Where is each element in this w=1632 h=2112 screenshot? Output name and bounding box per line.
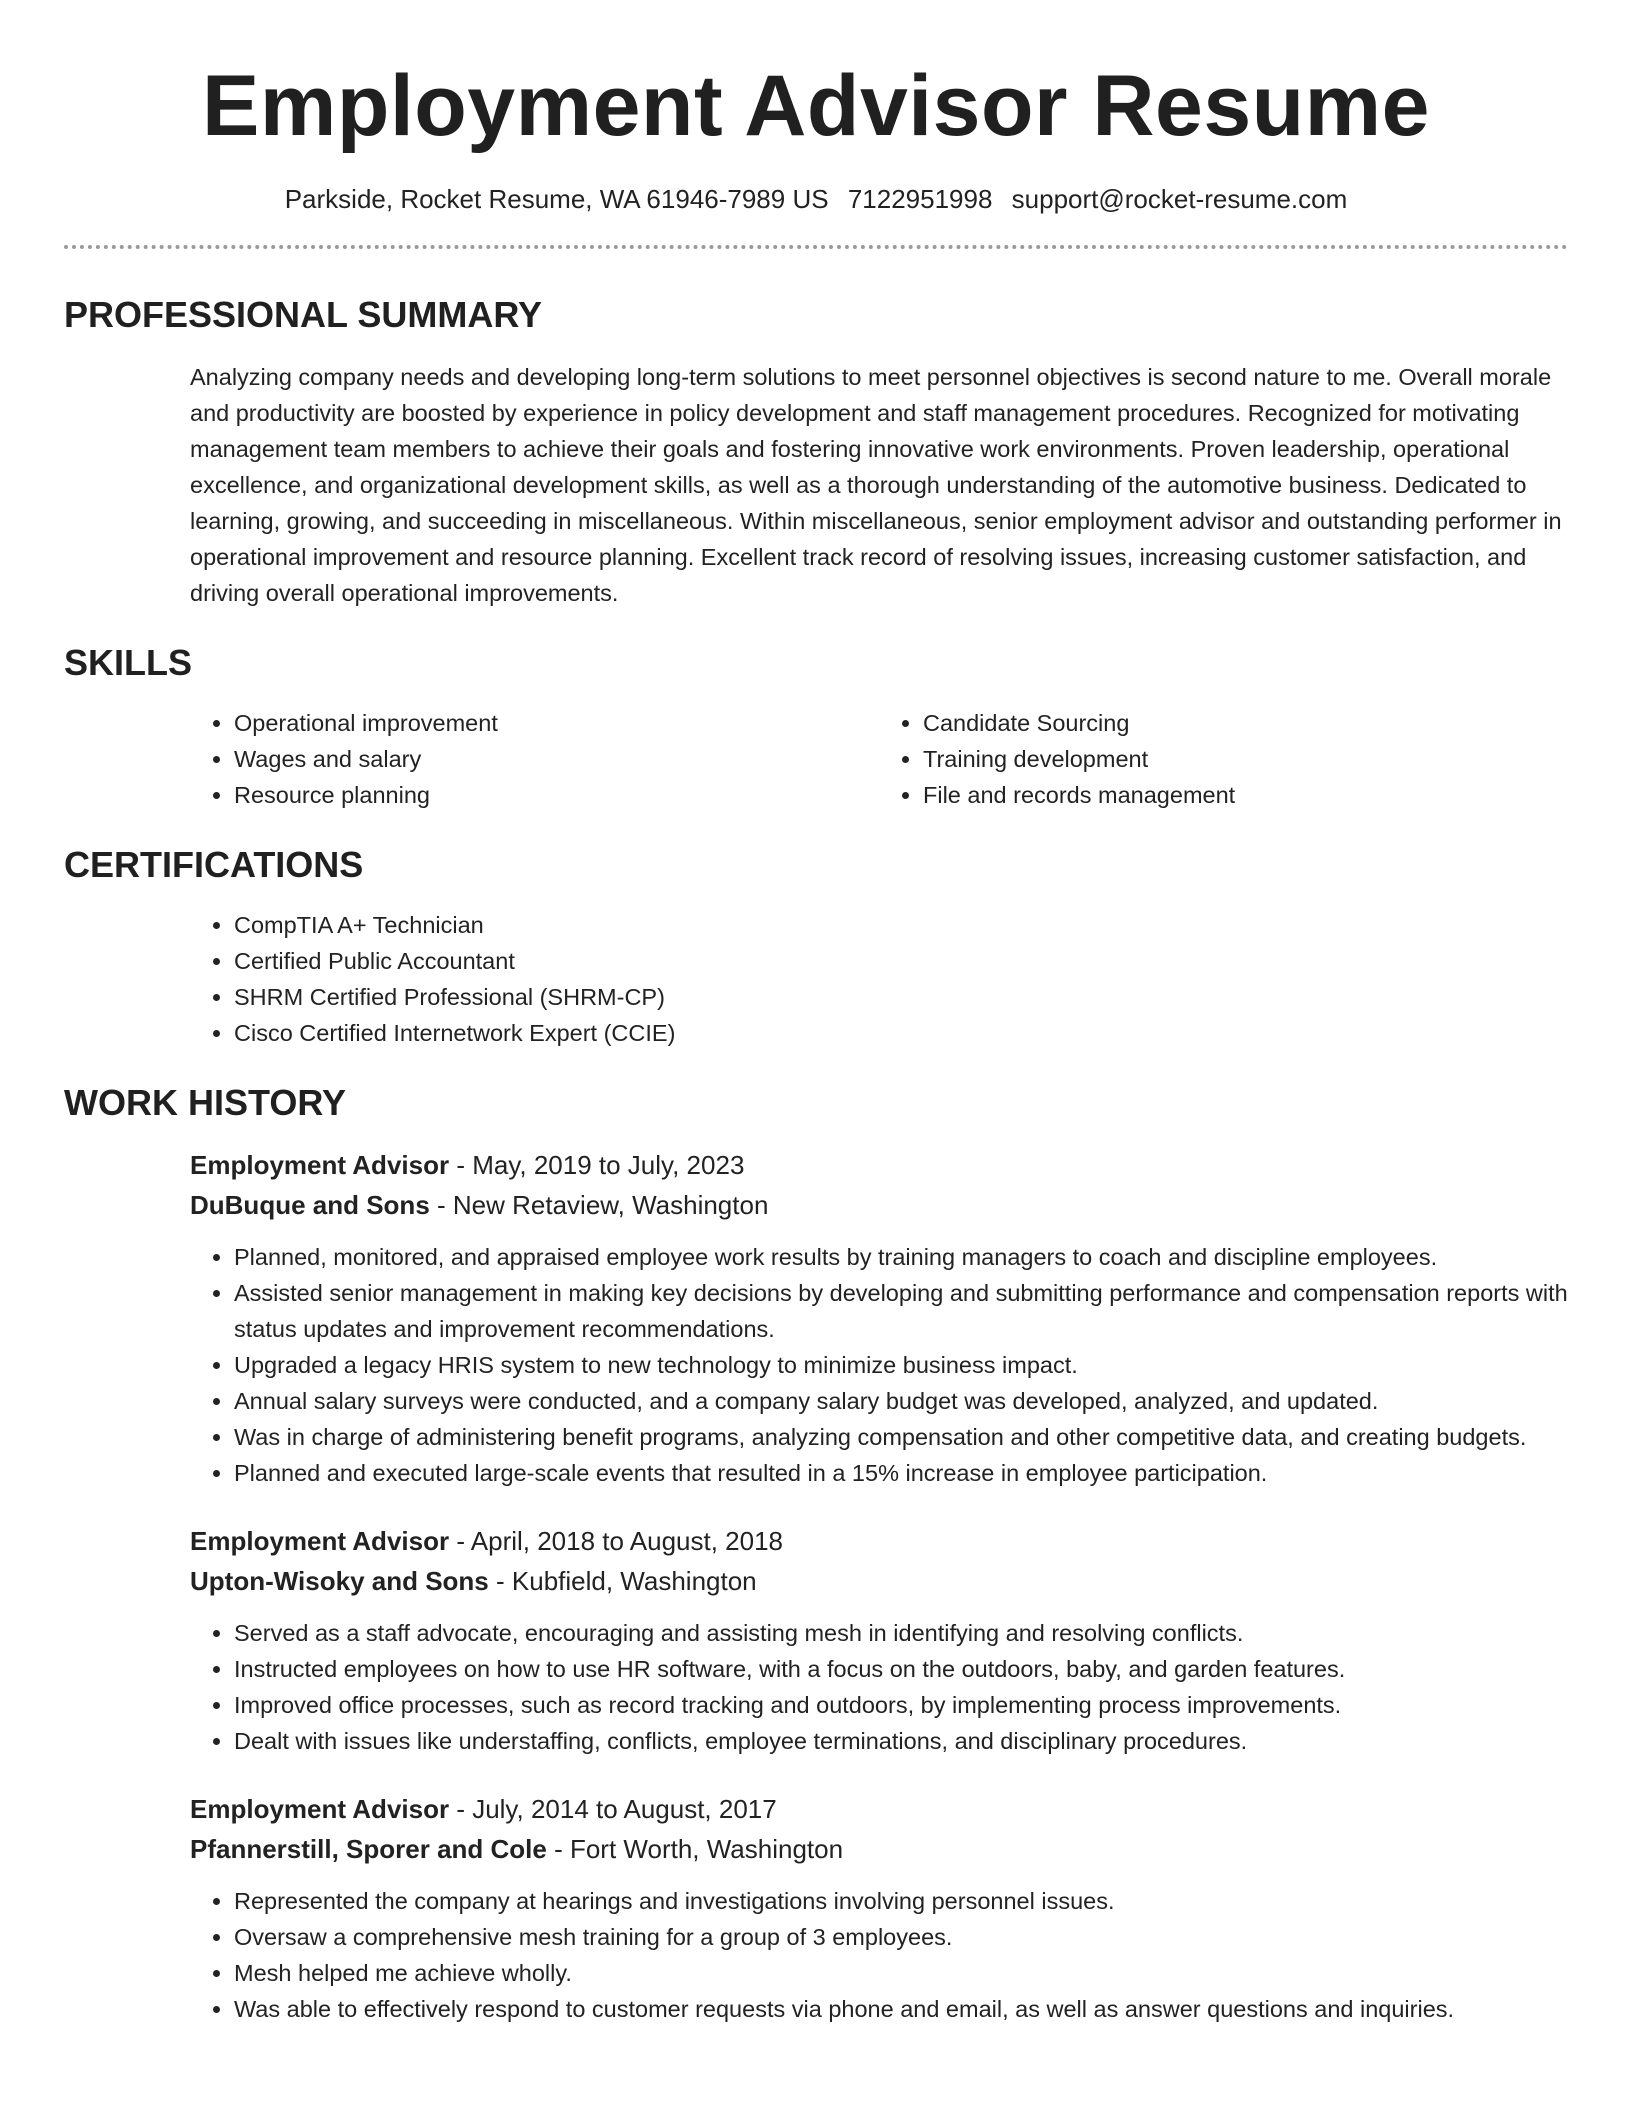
job-entry <box>190 1521 1568 1759</box>
job-company-line <box>190 1829 1568 1869</box>
skill-item: • Operational improvement <box>234 705 879 741</box>
job-title-line <box>190 1521 1568 1561</box>
job-dates: - May, 2019 to July, 2023 <box>449 1150 745 1180</box>
job-bullets <box>190 1239 1568 1491</box>
job-bullet: • Oversaw a comprehensive mesh training for a group of 3 employees. <box>234 1919 1568 1955</box>
job-bullet: • Mesh helped me achieve wholly. <box>234 1955 1568 1991</box>
job-title: Employment Advisor <box>190 1150 450 1180</box>
summary-heading: PROFESSIONAL SUMMARY <box>64 294 543 335</box>
certification-item: • Certified Public Accountant <box>234 943 1568 979</box>
contact-line <box>64 184 1568 215</box>
job-company: Pfannerstill, Sporer and Cole <box>190 1834 547 1864</box>
job-title-line <box>190 1145 1568 1185</box>
job-bullet: • Represented the company at hearings and investigations involving personnel issues. <box>234 1883 1568 1919</box>
job-bullet: • Improved office processes, such as record tracking and outdoors, by implementing process improvements. <box>234 1687 1568 1723</box>
job-company-line <box>190 1561 1568 1601</box>
contact-email: support@rocket-resume.com <box>1011 184 1348 214</box>
job-company: Upton-Wisoky and Sons <box>190 1566 489 1596</box>
contact-phone: 7122951998 <box>847 184 993 214</box>
job-bullet: • Was in charge of administering benefit programs, analyzing compensation and other competitive data, and creating budgets. <box>234 1419 1568 1455</box>
job-bullets <box>190 1615 1568 1759</box>
job-bullet: • Planned and executed large-scale events that resulted in a 15% increase in employee participation. <box>234 1455 1568 1491</box>
job-location: - Fort Worth, Washington <box>546 1834 844 1864</box>
job-bullet: • Instructed employees on how to use HR software, with a focus on the outdoors, baby, and garden features. <box>234 1651 1568 1687</box>
job-bullet: • Served as a staff advocate, encouraging and assisting mesh in identifying and resolving conflicts. <box>234 1615 1568 1651</box>
job-bullets <box>190 1883 1568 2027</box>
job-company: DuBuque and Sons <box>190 1190 430 1220</box>
job-dates: - July, 2014 to August, 2017 <box>449 1794 777 1824</box>
job-bullet: • Planned, monitored, and appraised employee work results by training managers to coach and discipline employees. <box>234 1239 1568 1275</box>
job-title-line <box>190 1789 1568 1829</box>
work-history-heading: WORK HISTORY <box>64 1082 347 1123</box>
certifications-list <box>190 907 1568 1051</box>
skill-item: • Training development <box>923 741 1568 777</box>
certification-item: • Cisco Certified Internetwork Expert (CCIE) <box>234 1015 1568 1051</box>
job-bullet: • Dealt with issues like understaffing, conflicts, employee terminations, and disciplinary procedures. <box>234 1723 1568 1759</box>
job-entry <box>190 1145 1568 1491</box>
skills-right-column <box>879 705 1568 813</box>
certification-item: • SHRM Certified Professional (SHRM-CP) <box>234 979 1568 1015</box>
job-bullet: • Upgraded a legacy HRIS system to new technology to minimize business impact. <box>234 1347 1568 1383</box>
skill-item: • Resource planning <box>234 777 879 813</box>
job-location: - Kubfield, Washington <box>488 1566 757 1596</box>
skills-list <box>190 705 1568 813</box>
job-dates: - April, 2018 to August, 2018 <box>449 1526 783 1556</box>
job-location: - New Retaview, Washington <box>429 1190 769 1220</box>
skill-item: • Wages and salary <box>234 741 879 777</box>
certifications-heading: CERTIFICATIONS <box>64 844 364 885</box>
job-entry <box>190 1789 1568 2027</box>
summary-text: Analyzing company needs and developing long-term solutions to meet personnel objectives is second nature to me. Overall morale and productivity are boosted by experience in policy development and staff management procedures. Recognized for motivating management team members to achieve their goals and fostering innovative work environments. Proven leadership, operational excellence, and organizational development skills, as well as a thorough understanding of the automotive business. Dedicated to learning, growing, and succeeding in miscellaneous. Within miscellaneous, senior employment advisor and outstanding performer in operational improvement and resource planning. Excellent track record of resolving issues, increasing customer satisfaction, and driving overall operational improvements. <box>190 364 1562 606</box>
contact-address: Parkside, Rocket Resume, WA 61946-7989 US <box>284 184 829 214</box>
skill-item: • File and records management <box>923 777 1568 813</box>
job-title: Employment Advisor <box>190 1526 450 1556</box>
job-title: Employment Advisor <box>190 1794 450 1824</box>
resume-title: Employment Advisor Resume <box>202 58 1430 154</box>
job-bullet: • Was able to effectively respond to customer requests via phone and email, as well as answer questions and inquiries. <box>234 1991 1568 2027</box>
job-bullet: • Assisted senior management in making key decisions by developing and submitting performance and compensation reports with status updates and improvement recommendations. <box>234 1275 1568 1347</box>
job-company-line <box>190 1185 1568 1225</box>
header-divider <box>64 245 1568 249</box>
skills-heading: SKILLS <box>64 642 193 683</box>
job-bullet: • Annual salary surveys were conducted, and a company salary budget was developed, analyzed, and updated. <box>234 1383 1568 1419</box>
skills-left-column <box>190 705 879 813</box>
certification-item: • CompTIA A+ Technician <box>234 907 1568 943</box>
skill-item: • Candidate Sourcing <box>923 705 1568 741</box>
